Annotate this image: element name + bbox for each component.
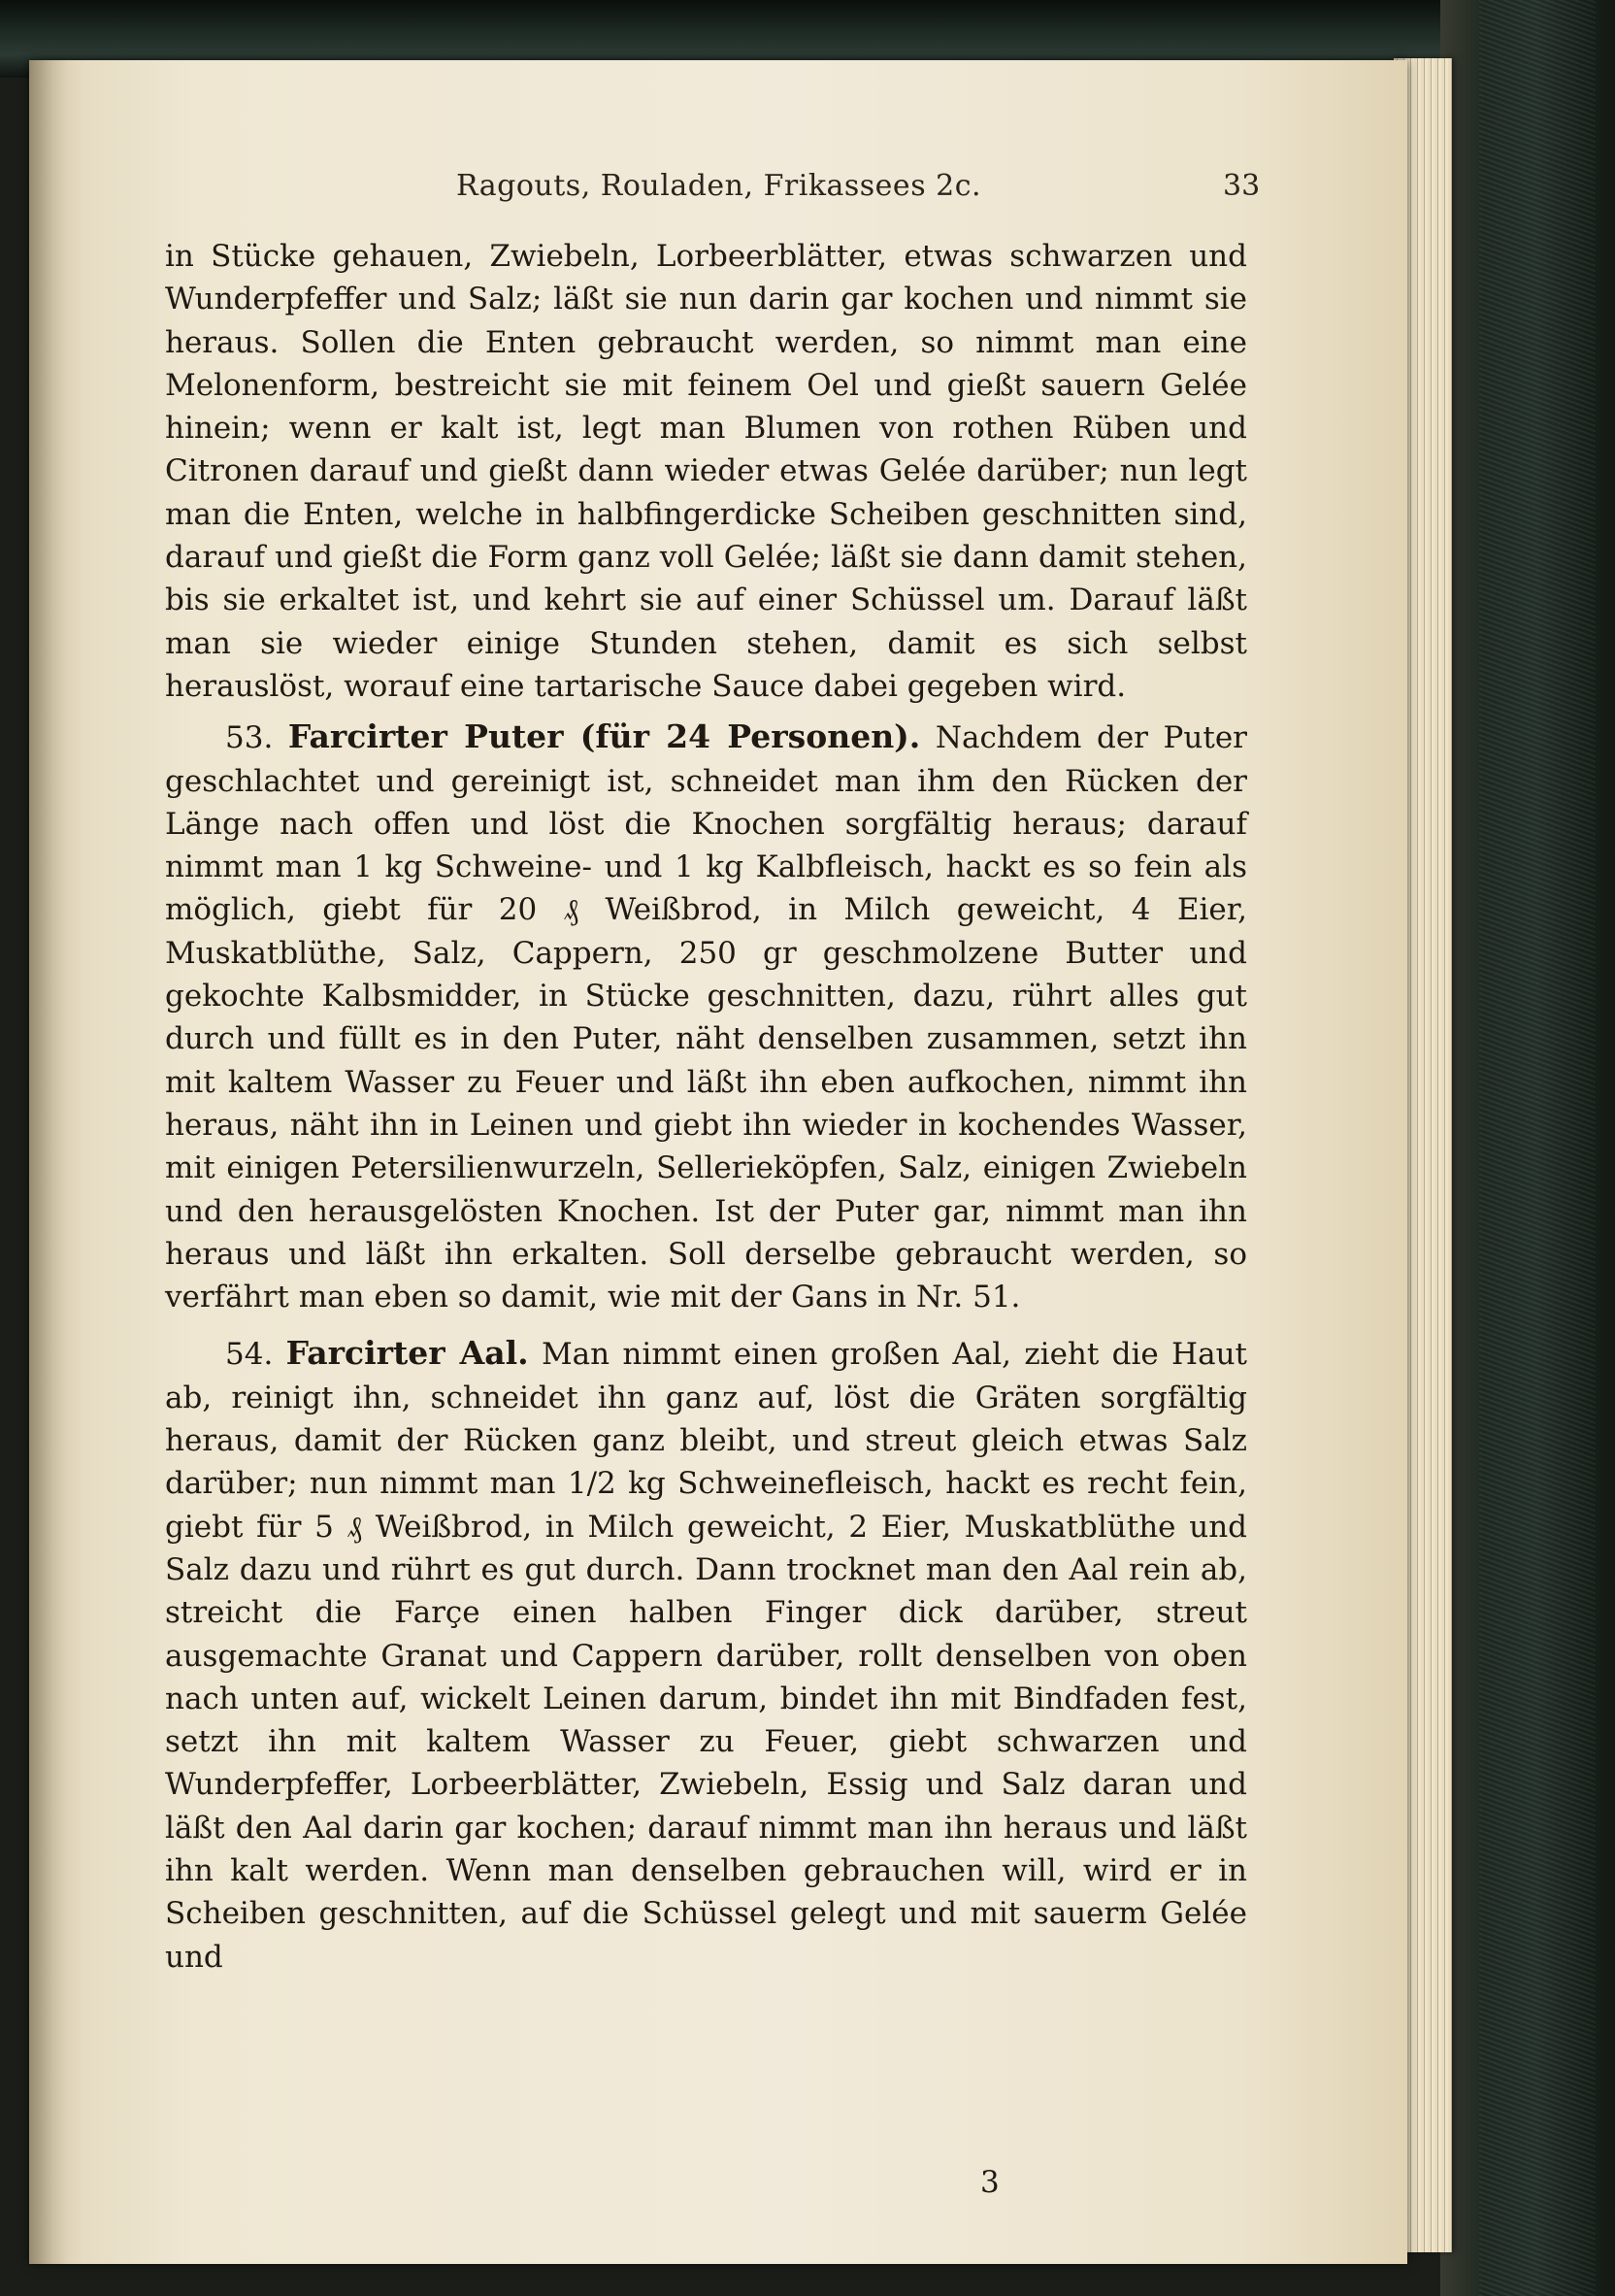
recipe-number: 53. xyxy=(225,720,274,756)
book-page xyxy=(29,60,1407,2264)
signature-mark: 3 xyxy=(980,2165,1000,2200)
running-title: Ragouts, Rouladen, Frikassees 2c. xyxy=(456,169,982,203)
recipe-text: kg Schweinefleisch, hackt es recht fein, giebt für 5 ₰ Weißbrod, in Milch geweicht, 2 Eier, Muskatblüthe und Salz dazu und rührt es gut durch. Dann trocknet man den Aal rein ab, streicht die Farçe einen halben Finger dick darüber, streut ausgemachte Granat und Cappern darüber, rollt denselben von oben nach unten auf, wickelt Leinen darum, bindet ihn mit Bindfaden fest, setzt ihn mit kaltem Wasser zu Feuer, giebt schwarzen und Wunderpfeffer, Lorbeerblätter, Zwiebeln, Essig und Salz daran und läßt den Aal darin gar kochen; darauf nimmt man ihn heraus und läßt ihn kalt werden. Wenn man denselben gebrauchen will, wird er in Scheiben geschnitten, auf die Schüssel gelegt und mit sauerm Gelée und xyxy=(165,1466,1248,1975)
book-binding-right xyxy=(1440,0,1615,2296)
page-gutter xyxy=(29,60,68,2264)
recipe-title: Farcirter Aal. xyxy=(285,1334,529,1373)
recipe-entry-53 xyxy=(165,715,1247,1318)
recipe-text: Nachdem der Puter geschlachtet und gereinigt ist, schneidet man ihm den Rücken der Länge nach offen und löst die Knochen sorgfältig heraus; darauf nimmt man 1 kg Schweine- und 1 kg Kalbfleisch, hackt es so fein als möglich, giebt für 20 ₰ Weißbrod, in Milch geweicht, 4 Eier, Muskatblüthe, Salz, Cappern, 250 gr geschmolzene Butter und gekochte Kalbsmidder, in Stücke geschnitten, dazu, rührt alles gut durch und füllt es in den Puter, näht denselben zusammen, setzt ihn mit kaltem Wasser zu Feuer und läßt ihn eben aufkochen, nimmt ihn heraus, näht ihn in Leinen und giebt ihn wieder in kochendes Wasser, mit einigen Petersilienwurzeln, Sellerieköpfen, Salz, einigen Zwiebeln und den herausgelösten Knochen. Ist der Puter gar, nimmt man ihn heraus und läßt ihn erkalten. Soll derselbe gebraucht werden, so verfährt man eben so damit, wie mit der Gans in Nr. 51. xyxy=(165,720,1247,1315)
recipe-text: Man nimmt einen großen Aal, zieht die Haut ab, reinigt ihn, schneidet ihn ganz auf, löst die Gräten sorgfältig heraus, damit der Rücken ganz bleibt, und streut gleich etwas Salz darüber; nun nimmt man xyxy=(165,1337,1247,1502)
fraction: 1/2 xyxy=(567,1466,616,1502)
recipe-entry-54 xyxy=(165,1332,1247,1978)
recipe-title: Farcirter Puter (für 24 Personen). xyxy=(287,717,921,756)
continuation-paragraph: in Stücke gehauen, Zwiebeln, Lorbeerblätter, etwas schwarzen und Wunderpfeffer und Salz; läßt sie nun darin gar kochen und nimmt sie heraus. Sollen die Enten gebraucht werden, so nimmt man eine Melonenform, bestreicht sie mit feinem Oel und gießt sauern Gelée hinein; wenn er kalt ist, legt man Blumen von rothen Rüben und Citronen darauf und gießt dann wieder etwas Gelée darüber; nun legt man die Enten, welche in halbfingerdicke Scheiben geschnitten sind, darauf und gießt die Form ganz voll Gelée; läßt sie dann damit stehen, bis sie erkaltet ist, und kehrt sie auf einer Schüssel um. Darauf läßt man sie wieder einige Stunden stehen, damit es sich selbst herauslöst, worauf eine tartarische Sauce dabei gegeben wird. xyxy=(165,239,1247,704)
page-body xyxy=(165,235,1247,1979)
page-number: 33 xyxy=(1223,169,1261,203)
recipe-number: 54. xyxy=(225,1337,274,1373)
